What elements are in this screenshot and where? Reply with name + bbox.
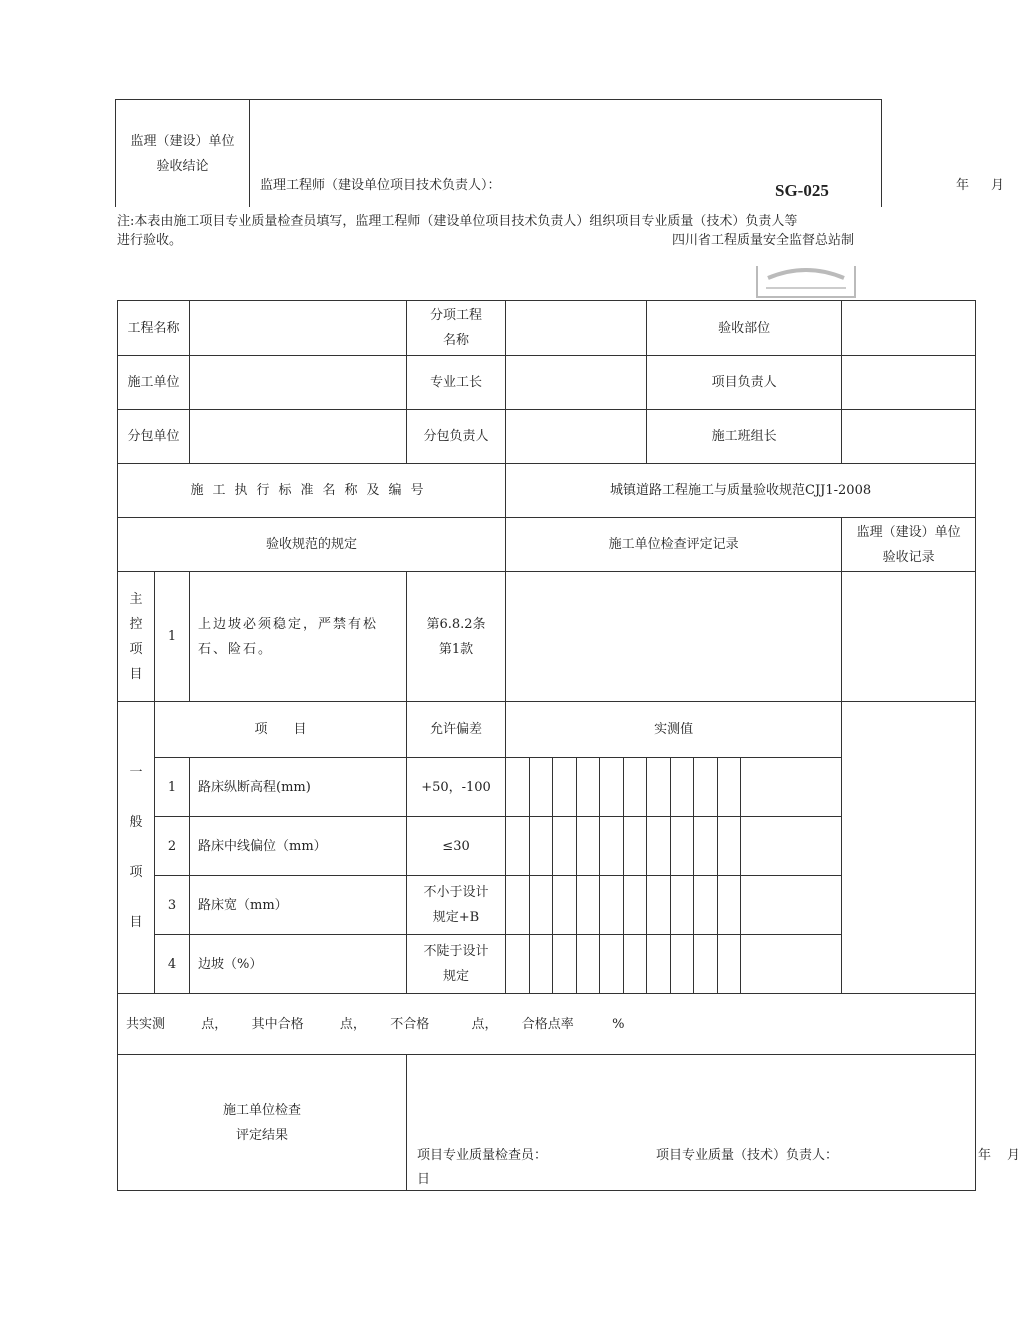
main-control-char-1: 主: [129, 591, 143, 607]
general-row-no: 3: [155, 876, 190, 935]
measured-cell[interactable]: [671, 758, 694, 817]
measured-cell[interactable]: [694, 876, 718, 935]
general-row-tolerance: [407, 817, 506, 876]
foreman-value[interactable]: [506, 356, 647, 410]
tolerance-line1: ≤30: [442, 838, 470, 854]
accept-part-value[interactable]: [842, 301, 976, 356]
seal-icon: [758, 266, 854, 296]
team-leader-label: 施工班组长: [647, 410, 842, 464]
general-row-tolerance: [407, 758, 506, 817]
measured-cell[interactable]: [718, 758, 741, 817]
summary-rate-label: 合格点率: [521, 1016, 574, 1032]
standard-label: 施工执行标准名称及编号: [118, 464, 506, 518]
result-month: 月: [1007, 1148, 1020, 1163]
measured-cell[interactable]: [506, 817, 530, 876]
month-label: 月: [991, 178, 1005, 193]
measured-cell[interactable]: [530, 758, 553, 817]
summary-points-2: 点，: [339, 1016, 366, 1032]
general-row-tolerance: [407, 876, 506, 935]
general-row-tolerance: [407, 935, 506, 994]
summary-percent: %: [612, 1016, 625, 1032]
main-control-no: 1: [155, 572, 190, 702]
measured-cell[interactable]: [624, 935, 647, 994]
measured-cell[interactable]: [671, 817, 694, 876]
main-control-text-line2: 石、险石。: [198, 641, 274, 657]
main-control-ref-line1: 第6.8.2条: [426, 616, 486, 632]
measured-cell[interactable]: [506, 758, 530, 817]
spec-rules-header: 验收规范的规定: [118, 518, 506, 572]
supervision-label-line1: 监理（建设）单位: [130, 133, 235, 149]
summary-points-1: 点，: [201, 1016, 228, 1032]
project-manager-value[interactable]: [842, 356, 976, 410]
result-content-cell[interactable]: [407, 1055, 1020, 1191]
col-measured-header: 实测值: [506, 702, 842, 758]
project-name-value[interactable]: [190, 301, 407, 356]
measured-cell[interactable]: [600, 935, 624, 994]
foreman-label: 专业工长: [407, 356, 506, 410]
summary-points-3: 点，: [471, 1016, 498, 1032]
inspection-form-table: [117, 300, 1020, 1191]
supervision-label-cell: [116, 100, 250, 208]
measured-cell[interactable]: [741, 935, 842, 994]
measured-cell[interactable]: [718, 876, 741, 935]
construction-unit-label: 施工单位: [118, 356, 190, 410]
tolerance-line1: 不陡于设计: [423, 944, 489, 959]
note-line2: 进行验收。: [117, 233, 183, 248]
col-tolerance-header: 允许偏差: [407, 702, 506, 758]
measured-cell[interactable]: [577, 758, 600, 817]
sub-manager-label: 分包负责人: [407, 410, 506, 464]
measured-cell[interactable]: [600, 876, 624, 935]
main-control-record[interactable]: [506, 572, 842, 702]
accept-part-label: 验收部位: [647, 301, 842, 356]
summary-row: [118, 994, 976, 1055]
summary-total-label: 共实测: [126, 1016, 166, 1032]
general-row-no: 2: [155, 817, 190, 876]
issuer-org: 四川省工程质量安全监督总站制: [672, 233, 855, 248]
measured-cell[interactable]: [577, 876, 600, 935]
general-items-label: [118, 702, 155, 994]
measured-cell[interactable]: [647, 935, 671, 994]
measured-cell[interactable]: [694, 758, 718, 817]
measured-cell[interactable]: [694, 935, 718, 994]
year-label: 年: [956, 178, 970, 193]
subcontractor-label: 分包单位: [118, 410, 190, 464]
tolerance-line2: 规定: [443, 969, 470, 984]
main-control-char-2: 控: [129, 616, 143, 632]
sub-project-label-line1: 分项工程: [430, 308, 483, 323]
measured-cell[interactable]: [553, 817, 577, 876]
main-control-char-3: 项: [129, 641, 143, 657]
measured-cell[interactable]: [741, 817, 842, 876]
subcontractor-value[interactable]: [190, 410, 407, 464]
check-record-header: 施工单位检查评定记录: [506, 518, 842, 572]
measured-cell[interactable]: [577, 817, 600, 876]
measured-cell[interactable]: [647, 817, 671, 876]
general-char-1: 一: [129, 764, 143, 780]
measured-cell[interactable]: [671, 876, 694, 935]
supervision-label-line2: 验收结论: [156, 158, 209, 174]
col-item-header: 项 目: [155, 702, 407, 758]
note-line1: 注:本表由施工项目专业质量检查员填写，监理工程师（建设单位项目技术负责人）组织项目专业质量（技术）负责人等: [117, 214, 798, 229]
main-control-char-4: 目: [129, 666, 143, 682]
supervisor-record-line2: 验收记录: [882, 549, 935, 565]
result-label-line2: 评定结果: [236, 1127, 289, 1143]
general-row-no: 4: [155, 935, 190, 994]
summary-pass-label: 其中合格: [251, 1016, 304, 1032]
sub-project-value[interactable]: [506, 301, 647, 356]
measured-cell[interactable]: [553, 935, 577, 994]
summary-fail-label: 不合格: [390, 1016, 430, 1032]
sub-project-label-line2: 名称: [443, 333, 470, 348]
main-control-supervisor[interactable]: [842, 572, 976, 702]
general-supervisor-record[interactable]: [842, 702, 976, 994]
general-row-item: 路床宽（mm）: [190, 876, 407, 935]
project-name-label: 工程名称: [118, 301, 190, 356]
result-year: 年: [978, 1148, 992, 1163]
measured-cell[interactable]: [694, 817, 718, 876]
main-control-ref-line2: 第1款: [438, 641, 474, 657]
main-control-text: [190, 572, 407, 702]
form-code: SG-025: [775, 181, 829, 200]
supervisor-record-header: [842, 518, 976, 572]
result-label-line1: 施工单位检查: [223, 1102, 302, 1118]
result-day: 日: [417, 1172, 431, 1187]
general-row-item: 路床纵断高程(mm): [190, 758, 407, 817]
quality-inspector-label: 项目专业质量检查员：: [417, 1148, 548, 1163]
tolerance-line1: +50，-100: [421, 779, 491, 795]
main-control-ref: [407, 572, 506, 702]
measured-cell[interactable]: [718, 817, 741, 876]
construction-unit-value[interactable]: [190, 356, 407, 410]
main-control-text-line1: 上边坡必须稳定，严禁有松: [198, 616, 379, 632]
supervision-conclusion-table: [115, 99, 1005, 207]
standard-value: 城镇道路工程施工与质量验收规范CJJ1-2008: [506, 464, 976, 518]
supervisor-record-line1: 监理（建设）单位: [856, 524, 961, 540]
measured-cell[interactable]: [600, 758, 624, 817]
general-row-item: 路床中线偏位（mm）: [190, 817, 407, 876]
measured-cell[interactable]: [741, 876, 842, 935]
measured-cell[interactable]: [647, 758, 671, 817]
measured-cell[interactable]: [506, 876, 530, 935]
measured-cell[interactable]: [600, 817, 624, 876]
measured-cell[interactable]: [553, 758, 577, 817]
tolerance-line1: 不小于设计: [423, 885, 489, 900]
measured-cell[interactable]: [671, 935, 694, 994]
measured-cell[interactable]: [553, 876, 577, 935]
general-row-item: 边坡（%）: [190, 935, 407, 994]
sub-manager-value[interactable]: [506, 410, 647, 464]
main-control-label: [118, 572, 155, 702]
tolerance-line2: 规定+B: [432, 910, 480, 925]
measured-cell[interactable]: [741, 758, 842, 817]
general-char-2: 般: [129, 814, 143, 830]
measured-cell[interactable]: [577, 935, 600, 994]
general-char-4: 目: [129, 914, 143, 930]
result-label-cell: [118, 1055, 407, 1191]
measured-cell[interactable]: [718, 935, 741, 994]
project-manager-label: 项目负责人: [647, 356, 842, 410]
measured-cell[interactable]: [530, 935, 553, 994]
measured-cell[interactable]: [530, 817, 553, 876]
measured-cell[interactable]: [624, 817, 647, 876]
sub-project-label: [407, 301, 506, 356]
team-leader-value[interactable]: [842, 410, 976, 464]
measured-cell[interactable]: [624, 876, 647, 935]
measured-cell[interactable]: [647, 876, 671, 935]
general-row-no: 1: [155, 758, 190, 817]
measured-cell[interactable]: [530, 876, 553, 935]
measured-cell[interactable]: [506, 935, 530, 994]
logo-stamp: [756, 266, 856, 298]
supervision-engineer-label: 监理工程师（建设单位项目技术负责人）：: [260, 178, 501, 193]
measured-cell[interactable]: [624, 758, 647, 817]
general-char-3: 项: [129, 864, 143, 880]
quality-manager-label: 项目专业质量（技术）负责人：: [656, 1148, 839, 1163]
